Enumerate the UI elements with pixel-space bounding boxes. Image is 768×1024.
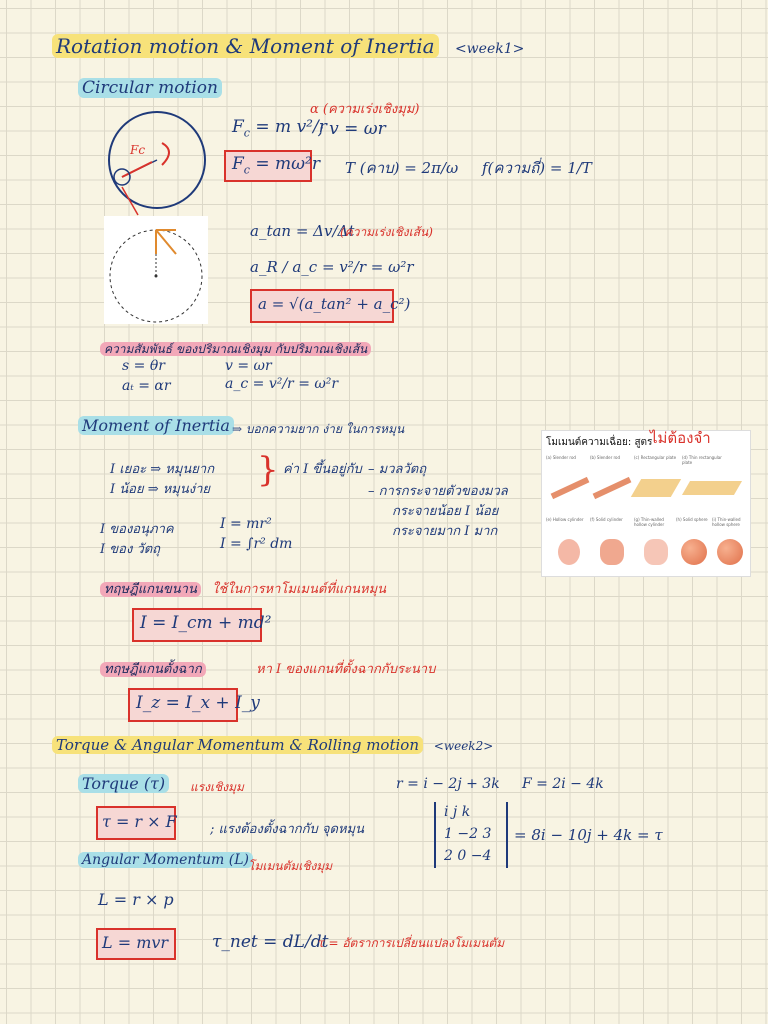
table-cell: (f) Solid cylinder bbox=[590, 517, 634, 575]
page-title: Rotation motion & Moment of Inertia <week1> bbox=[52, 34, 524, 58]
table-note: ไม่ต้องจำ bbox=[650, 429, 711, 447]
matrix-row: 1 −2 3 bbox=[444, 826, 492, 842]
r-vector: r = i − 2j + 3k bbox=[396, 776, 500, 792]
circle-diagram bbox=[100, 105, 240, 220]
acceleration-diagram bbox=[104, 216, 208, 324]
parallel-formula: I = I_cm + md² bbox=[140, 613, 272, 633]
table-cell: (e) Hollow cylinder bbox=[546, 517, 590, 575]
parallel-axis-note: ใช้ในการหาโมเมนต์ที่แกนหมุน bbox=[212, 582, 387, 597]
torque-desc: ; แรงต้องตั้งฉากกับ จุดหมุน bbox=[210, 822, 364, 837]
mass-item: – มวลวัตถุ bbox=[368, 462, 427, 477]
table-cell: (d) Thin rectangular plate bbox=[682, 455, 746, 513]
i-small: I น้อย ⇒ หมุนง่าย bbox=[110, 482, 211, 497]
far-item: กระจายมาก I มาก bbox=[392, 524, 498, 539]
v-eq: ; v = ωr bbox=[318, 119, 386, 139]
atan-eq: a_tan = Δv/Δt bbox=[250, 222, 355, 240]
particle-eq: I = mr² bbox=[220, 516, 272, 532]
rotation-arrow bbox=[162, 143, 169, 165]
angmom-heading: Angular Momentum (L) bbox=[78, 852, 253, 868]
object-eq: I = ∫r² dm bbox=[220, 536, 293, 552]
relation-heading: ความสัมพันธ์ ของปริมาณเชิงมุม กับปริมาณเชิงเส้น bbox=[100, 340, 371, 359]
table-cell: (c) Rectangular plate bbox=[634, 455, 678, 513]
atan-note: (ความเร่งเชิงเส้น) bbox=[340, 225, 433, 239]
table-title: โมเมนต์ความเฉื่อย: สูตร bbox=[546, 437, 653, 448]
matrix-right-bar bbox=[506, 802, 508, 868]
fc-boxed: $F_c = m\omega^2r$ bbox=[232, 154, 320, 177]
particle-label: I ของอนุภาค bbox=[100, 522, 174, 537]
frequency: f(ความถี่) = 1/T bbox=[482, 159, 592, 177]
torque-note: แรงเชิงมุม bbox=[190, 780, 244, 794]
perp-axis-heading: ทฤษฎีแกนตั้งฉาก bbox=[100, 658, 206, 679]
matrix-left-bar bbox=[434, 802, 436, 868]
tau-net: τ_net = dL/dt bbox=[212, 932, 329, 952]
inertia-note: ⇒ บอกความยาก ง่าย ในการหมุน bbox=[232, 422, 405, 436]
table-cell: (h) Solid sphere bbox=[676, 517, 710, 575]
f-vector: F = 2i − 4k bbox=[522, 776, 604, 792]
torque-formula: τ = r × F bbox=[102, 812, 177, 831]
v-eq-2: v = ωr bbox=[225, 358, 272, 374]
a-total: a = √(a_tan² + a_c²) bbox=[258, 295, 411, 313]
circular-motion-heading: Circular motion bbox=[78, 78, 222, 98]
l-eq: L = r × p bbox=[98, 890, 174, 909]
matrix-row: i j k bbox=[444, 804, 471, 820]
parallel-axis-heading: ทฤษฎีแกนขนาน bbox=[100, 578, 201, 599]
s-eq: s = θr bbox=[122, 358, 165, 374]
table-cell: (i) Thin-walled hollow sphere bbox=[712, 517, 748, 575]
inertia-heading: Moment of Inertia bbox=[78, 416, 234, 435]
tau-note: τ = อัตราการเปลี่ยนแปลงโมเมนตัม bbox=[318, 936, 505, 950]
at-eq: aₜ = αr bbox=[122, 378, 171, 394]
l-boxed: L = mvr bbox=[102, 933, 169, 952]
table-cell: (b) Slender rod bbox=[590, 455, 634, 513]
fc-formula: $F_c = m$ v²/r bbox=[232, 117, 327, 140]
matrix-row: 2 0 −4 bbox=[444, 848, 492, 864]
period: T (คาบ) = 2π/ω bbox=[345, 159, 459, 177]
fc-label: Fc bbox=[130, 143, 146, 157]
section-title: Torque & Angular Momentum & Rolling motion <week2> bbox=[52, 736, 493, 754]
ac-eq: a_c = v²/r = ω²r bbox=[225, 376, 339, 392]
velocity-arrow bbox=[122, 187, 138, 215]
depends: ค่า I ขึ้นอยู่กับ bbox=[283, 462, 362, 477]
perp-axis-note: หา I ของแกนที่ตั้งฉากกับระนาบ bbox=[256, 662, 436, 677]
i-big: I เยอะ ⇒ หมุนยาก bbox=[110, 462, 215, 477]
table-cell: (a) Slender rod bbox=[546, 455, 590, 513]
dist-item: – การกระจายตัวของมวล bbox=[368, 484, 508, 499]
brace: } bbox=[257, 450, 279, 490]
moment-of-inertia-table bbox=[541, 430, 751, 577]
near-item: กระจายน้อย I น้อย bbox=[392, 504, 499, 519]
object-label: I ของ วัตถุ bbox=[100, 542, 161, 557]
ar-ac-eq: a_R / a_c = v²/r = ω²r bbox=[250, 258, 414, 276]
angmom-note: โมเมนตัมเชิงมุม bbox=[248, 859, 333, 873]
table-cell: (g) Thin-walled hollow cylinder bbox=[634, 517, 678, 575]
torque-heading: Torque (τ) bbox=[78, 774, 169, 793]
alpha-note: α (ความเร่งเชิงมุม) bbox=[310, 102, 420, 117]
perp-formula: I_z = I_x + I_y bbox=[136, 693, 260, 713]
cross-result: = 8i − 10j + 4k = τ bbox=[514, 826, 663, 844]
